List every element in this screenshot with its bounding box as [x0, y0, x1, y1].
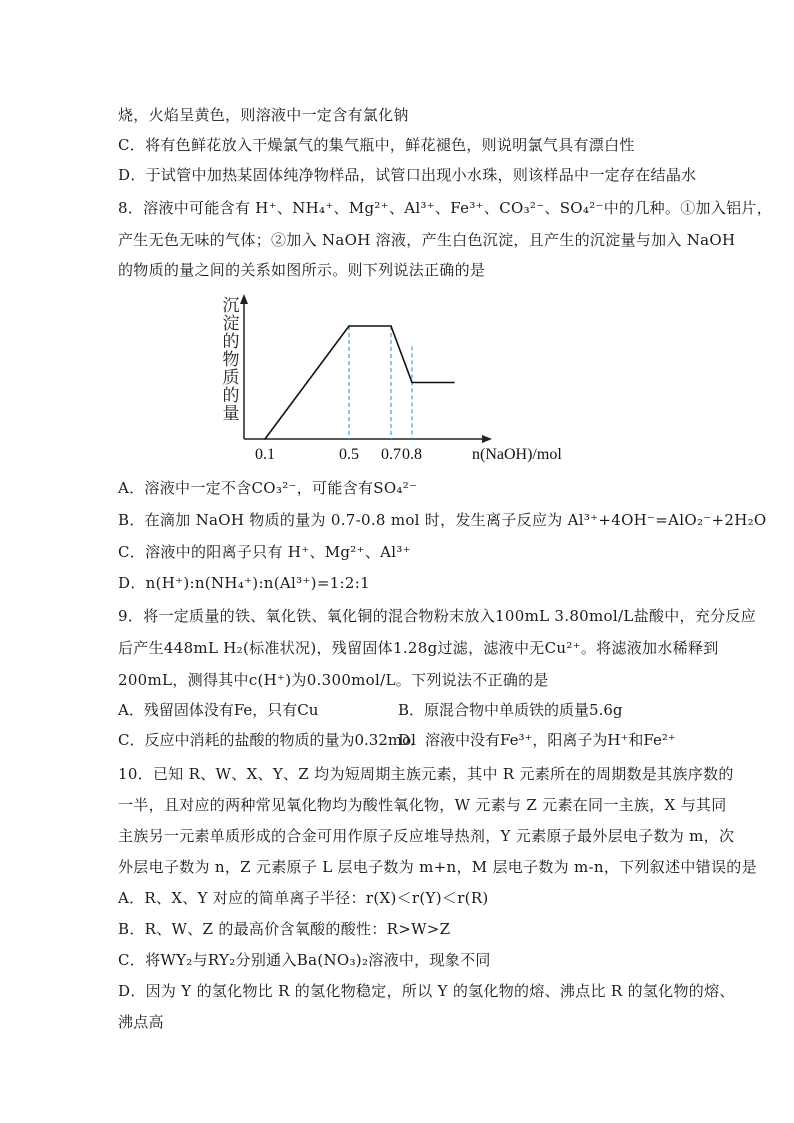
question-10-option-d: D．因为 Y 的氢化物比 R 的氢化物稳定，所以 Y 的氢化物的熔、沸点比 R 的氢化物的熔、 [118, 982, 735, 1000]
y-label-char: 量 [222, 404, 240, 424]
x-tick-label: 0.8 [402, 446, 422, 463]
x-axis-label: n(NaOH)/mol [472, 446, 562, 463]
data-point [390, 325, 392, 327]
question-10-option-d-cont: 沸点高 [118, 1013, 164, 1031]
question-8-stem: 8．溶液中可能含有 H⁺、NH₄⁺、Mg²⁺、Al³⁺、Fe³⁺、CO₃²⁻、SO₄²⁻中的几种。①加入铝片， [118, 199, 773, 217]
y-axis-arrow-icon [240, 294, 248, 304]
question-9-option-c: C．反应中消耗的盐酸的物质的量为0.32mol [118, 731, 416, 749]
question-10-option-a: A．R、X、Y 对应的简单离子半径：r(X)＜r(Y)＜r(R) [118, 889, 489, 907]
data-point [411, 382, 413, 384]
question-10-stem: 外层电子数为 n，Z 元素原子 L 层电子数为 m+n，M 层电子数为 m-n，下列叙述中错误的是 [118, 858, 757, 876]
y-label-char: 的 [222, 332, 240, 352]
chart-guides [349, 326, 412, 439]
question-9-option-a: A．残留固体没有Fe，只有Cu [118, 701, 319, 719]
y-label-char: 淀 [222, 314, 240, 334]
question-10-option-b: B．R、W、Z 的最高价含氧酸的酸性：R>W>Z [118, 920, 451, 938]
question-10-stem: 10．已知 R、W、X、Y、Z 均为短周期主族元素，其中 R 元素所在的周期数是其族序数的 [118, 765, 734, 783]
text-line: C．将有色鲜花放入干燥氯气的集气瓶中，鲜花褪色，则说明氯气具有漂白性 [118, 136, 635, 154]
text-line: D．于试管中加热某固体纯净物样品，试管口出现小水珠，则该样品中一定存在结晶水 [118, 166, 697, 184]
chart-ticks [255, 446, 562, 463]
question-9-option-b: B．原混合物中单质铁的质量5.6g [398, 701, 623, 719]
question-10-stem: 一半，且对应的两种常见氧化物均为酸性氧化物，W 元素与 Z 元素在同一主族，X 与其同 [118, 796, 727, 814]
y-label-char: 的 [222, 386, 240, 406]
question-8-stem: 产生无色无味的气体；②加入 NaOH 溶液，产生白色沉淀，且产生的沉淀量与加入 NaOH [118, 231, 736, 249]
question-8-option-a: A．溶液中一定不含CO₃²⁻，可能含有SO₄²⁻ [118, 479, 418, 497]
question-10-stem: 主族另一元素单质形成的合金可用作原子反应堆导热剂，Y 元素原子最外层电子数为 m，次 [118, 827, 735, 845]
chart-series [264, 325, 455, 440]
question-9-stem: 200mL，测得其中c(H⁺)为0.300mol/L。下列说法不正确的是 [118, 671, 549, 689]
text-line: 烧，火焰呈黄色，则溶液中一定含有氯化钠 [118, 106, 409, 124]
x-tick-label: 0.7 [381, 446, 401, 463]
x-tick-label: 0.1 [255, 446, 275, 463]
question-8-option-d: D．n(H⁺):n(NH₄⁺):n(Al³⁺)=1:2:1 [118, 574, 370, 592]
question-9-stem: 后产生448mL H₂(标准状况)，残留固体1.28g过滤，滤液中无Cu²⁺。将滤液加水稀释到 [118, 639, 719, 657]
data-point [453, 382, 455, 384]
question-8-option-b: B．在滴加 NaOH 物质的量为 0.7-0.8 mol 时，发生离子反应为 Al³⁺+4OH⁻=AlO₂⁻+2H₂O [118, 511, 767, 529]
question-9-option-d: D．溶液中没有Fe³⁺，阳离子为H⁺和Fe²⁺ [398, 731, 676, 749]
y-label-char: 物 [222, 350, 240, 370]
y-label-char: 沉 [222, 296, 240, 316]
precipitate-curve [265, 326, 454, 439]
question-9-stem: 9．将一定质量的铁、氧化铁、氧化铜的混合物粉末放入100mL 3.80mol/L盐酸中，充分反应 [118, 607, 756, 625]
precipitate-chart [236, 292, 586, 467]
question-10-option-c: C．将WY₂与RY₂分别通入Ba(NO₃)₂溶液中，现象不同 [118, 951, 491, 969]
question-8-stem: 的物质的量之间的关系如图所示。则下列说法正确的是 [118, 261, 486, 279]
x-axis-arrow-icon [482, 435, 492, 443]
data-point [348, 325, 350, 327]
question-8-option-c: C．溶液中的阳离子只有 H⁺、Mg²⁺、Al³⁺ [118, 543, 411, 561]
y-label-char: 质 [222, 368, 240, 388]
data-point [264, 438, 266, 440]
x-tick-label: 0.5 [339, 446, 359, 463]
